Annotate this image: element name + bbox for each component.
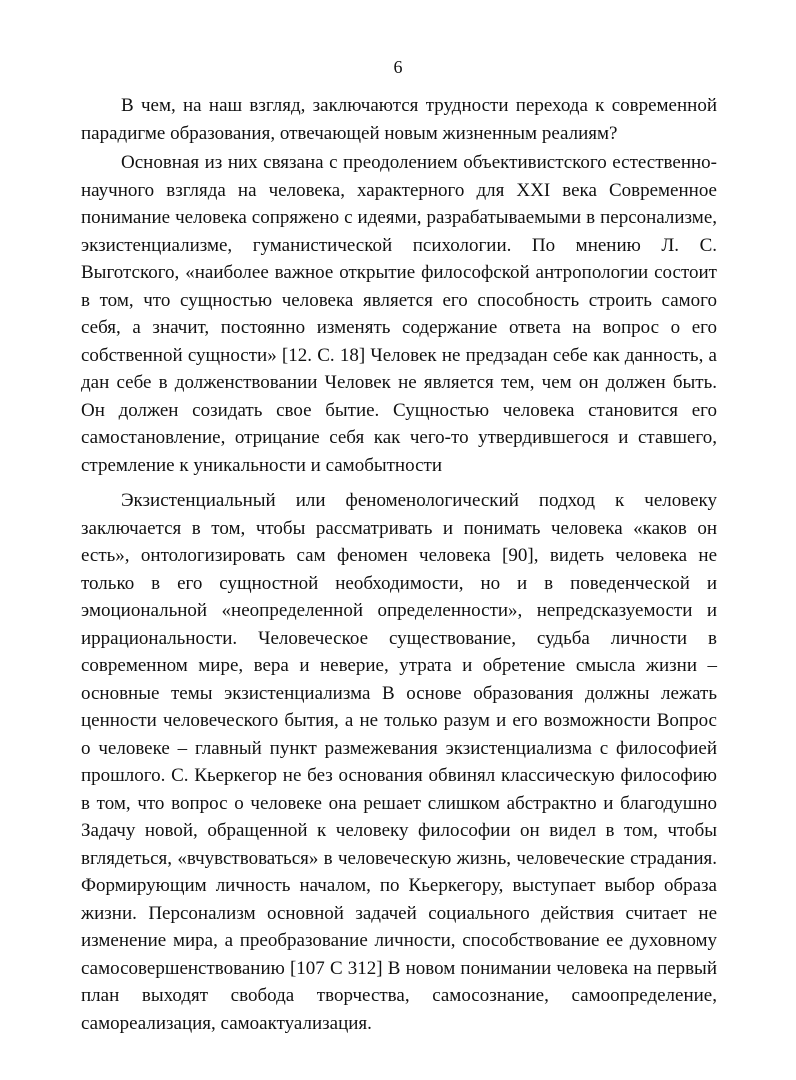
body-text <box>81 92 717 1039</box>
paragraph: Основная из них связана с преодолением объективистского естественно-научного взгляда на человека, характерного для XXI века Современное понимание человека сопряжено с идеями, разрабатываемыми в персонализме, экзистенциализме, гуманистической психологии. По мнению Л. С. Выготского, «наиболее важное открытие философской антропологии состоит в том, что сущностью человека является его способность строить самого себя, а значит, постоянно изменять содержание ответа на вопрос о его собственной сущности» [12. С. 18] Человек не предзадан себе как данность, а дан себе в долженствовании Человек не является тем, чем он должен быть. Он должен созидать свое бытие. Сущностью человека становится его самостановление, отрицание себя как чего-то утвердившегося и ставшего, стремление к уникальности и самобытности <box>81 152 717 476</box>
paragraph: В чем, на наш взгляд, заключаются трудности перехода к современной парадигме образования, отвечающей новым жизненным реалиям? <box>81 95 717 144</box>
page-number: 6 <box>393 57 403 77</box>
paragraph: Экзистенциальный или феноменологический подход к человеку заключается в том, чтобы рассматривать и понимать человека «каков он есть», онтологизировать сам феномен человека [90], видеть человека не только в его сущностной необходимости, но и в поведенческой и эмоциональной «неопределенной определенности», непредсказуемости и иррациональности. Человеческое существование, судьба личности в современном мире, вера и неверие, утрата и обретение смысла жизни – основные темы экзистенциализма В основе образования должны лежать ценности человеческого бытия, а не только разум и его возможности Вопрос о человеке – главный пункт размежевания экзистенциализма с философией прошлого. С. Кьеркегор не без основания обвинял классическую философию в том, что вопрос о человеке она решает слишком абстрактно и благодушно Задачу новой, обращенной к человеку философии он видел в том, чтобы вглядеться, «вчувствоваться» в человеческую жизнь, человеческие страдания. Формирующим личность началом, по Кьеркегору, выступает выбор образа жизни. Персонализм основной задачей социального действия считает не изменение мира, а преобразование личности, способствование ее духовному самосовершенствованию [107 С 312] В новом понимании человека на первый план выходят свобода творчества, самосознание, самоопределение, самореализация, самоактуализация. <box>81 490 717 1034</box>
